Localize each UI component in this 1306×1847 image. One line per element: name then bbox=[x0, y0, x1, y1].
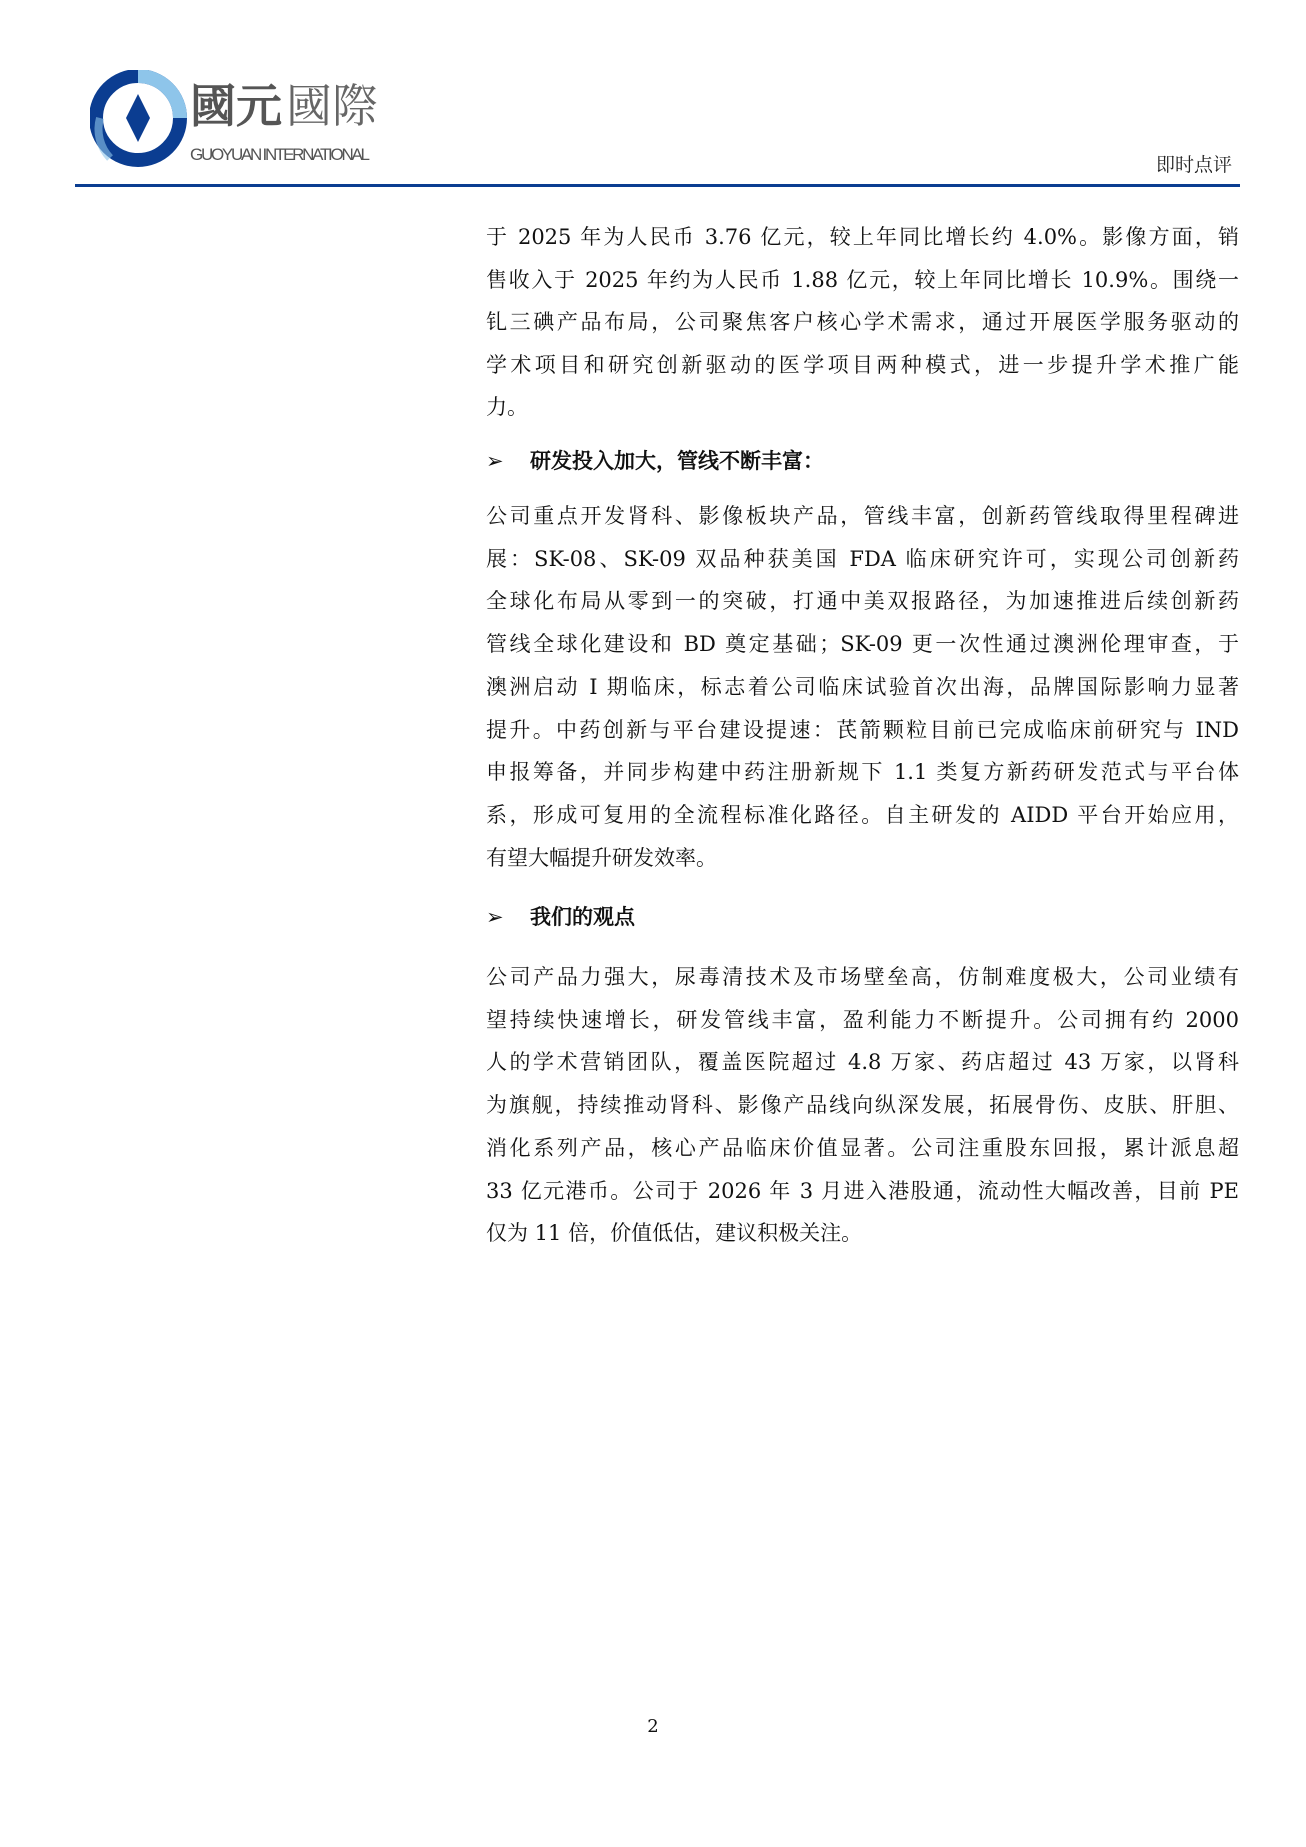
paragraph-line: 33 亿元港币。公司于 2026 年 3 月进入港股通，流动性大幅改善，目前 PE bbox=[486, 1178, 1239, 1203]
paragraph-line: 于 2025 年为人民币 3.76 亿元，较上年同比增长约 4.0%。影像方面，销 bbox=[486, 225, 1239, 249]
paragraph-line: 人的学术营销团队，覆盖医院超过 4.8 万家、药店超过 43 万家，以肾科 bbox=[486, 1050, 1239, 1075]
header-divider bbox=[75, 184, 1240, 187]
section-heading bbox=[486, 448, 1239, 474]
bullet-arrow-icon: ➢ bbox=[486, 449, 504, 473]
paragraph-line: 学术项目和研究创新驱动的医学项目两种模式，进一步提升学术推广能 bbox=[486, 352, 1239, 377]
paragraph-line: 公司产品力强大，尿毒清技术及市场壁垒高，仿制难度极大，公司业绩有 bbox=[486, 965, 1239, 989]
section-heading-text: 我们的观点 bbox=[530, 904, 635, 929]
section-heading-text: 研发投入加大，管线不断丰富： bbox=[530, 448, 824, 473]
paragraph-line: 有望大幅提升研发效率。 bbox=[486, 845, 717, 870]
svg-text:GUOYUAN INTERNATIONAL: GUOYUAN INTERNATIONAL bbox=[190, 145, 370, 164]
paragraph-line: 系，形成可复用的全流程标准化路径。自主研发的 AIDD 平台开始应用， bbox=[486, 802, 1239, 827]
paragraph-line: 消化系列产品，核心产品临床价值显著。公司注重股东回报，累计派息超 bbox=[486, 1135, 1239, 1160]
paragraph-line: 公司重点开发肾科、影像板块产品，管线丰富，创新药管线取得里程碑进 bbox=[486, 504, 1239, 528]
paragraph-line: 仅为 11 倍，价值低估，建议积极关注。 bbox=[486, 1221, 863, 1246]
paragraph-line: 售收入于 2025 年约为人民币 1.88 亿元，较上年同比增长 10.9%。围绕一 bbox=[486, 267, 1239, 292]
company-logo bbox=[90, 70, 450, 170]
paragraph-line: 申报筹备，并同步构建中药注册新规下 1.1 类复方新药研发范式与平台体 bbox=[486, 760, 1239, 785]
section-heading bbox=[486, 904, 1239, 930]
paragraph-line: 展：SK-08、SK-09 双品种获美国 FDA 临床研究许可，实现公司创新药 bbox=[486, 546, 1239, 571]
page-number: 2 bbox=[647, 1716, 659, 1737]
paragraph-line: 钆三碘产品布局，公司聚焦客户核心学术需求，通过开展医学服务驱动的 bbox=[486, 310, 1239, 334]
bullet-arrow-icon: ➢ bbox=[486, 905, 504, 929]
paragraph-line: 望持续快速增长，研发管线丰富，盈利能力不断提升。公司拥有约 2000 bbox=[486, 1007, 1239, 1032]
svg-text:國際: 國際 bbox=[286, 79, 378, 133]
paragraph-line: 力。 bbox=[486, 395, 528, 419]
paragraph-line: 提升。中药创新与平台建设提速：芪箭颗粒目前已完成临床前研究与 IND bbox=[486, 717, 1239, 742]
paragraph-line: 为旗舰，持续推动肾科、影像产品线向纵深发展，拓展骨伤、皮肤、肝胆、 bbox=[486, 1093, 1239, 1118]
paragraph-line: 管线全球化建设和 BD 奠定基础；SK-09 更一次性通过澳洲伦理审查，于 bbox=[486, 632, 1239, 657]
report-type-label: 即时点评 bbox=[1155, 154, 1232, 176]
paragraph-line: 全球化布局从零到一的突破，打通中美双报路径，为加速推进后续创新药 bbox=[486, 589, 1239, 614]
paragraph-line: 澳洲启动 I 期临床，标志着公司临床试验首次出海，品牌国际影响力显著 bbox=[486, 674, 1239, 699]
svg-text:國元: 國元 bbox=[190, 79, 282, 133]
